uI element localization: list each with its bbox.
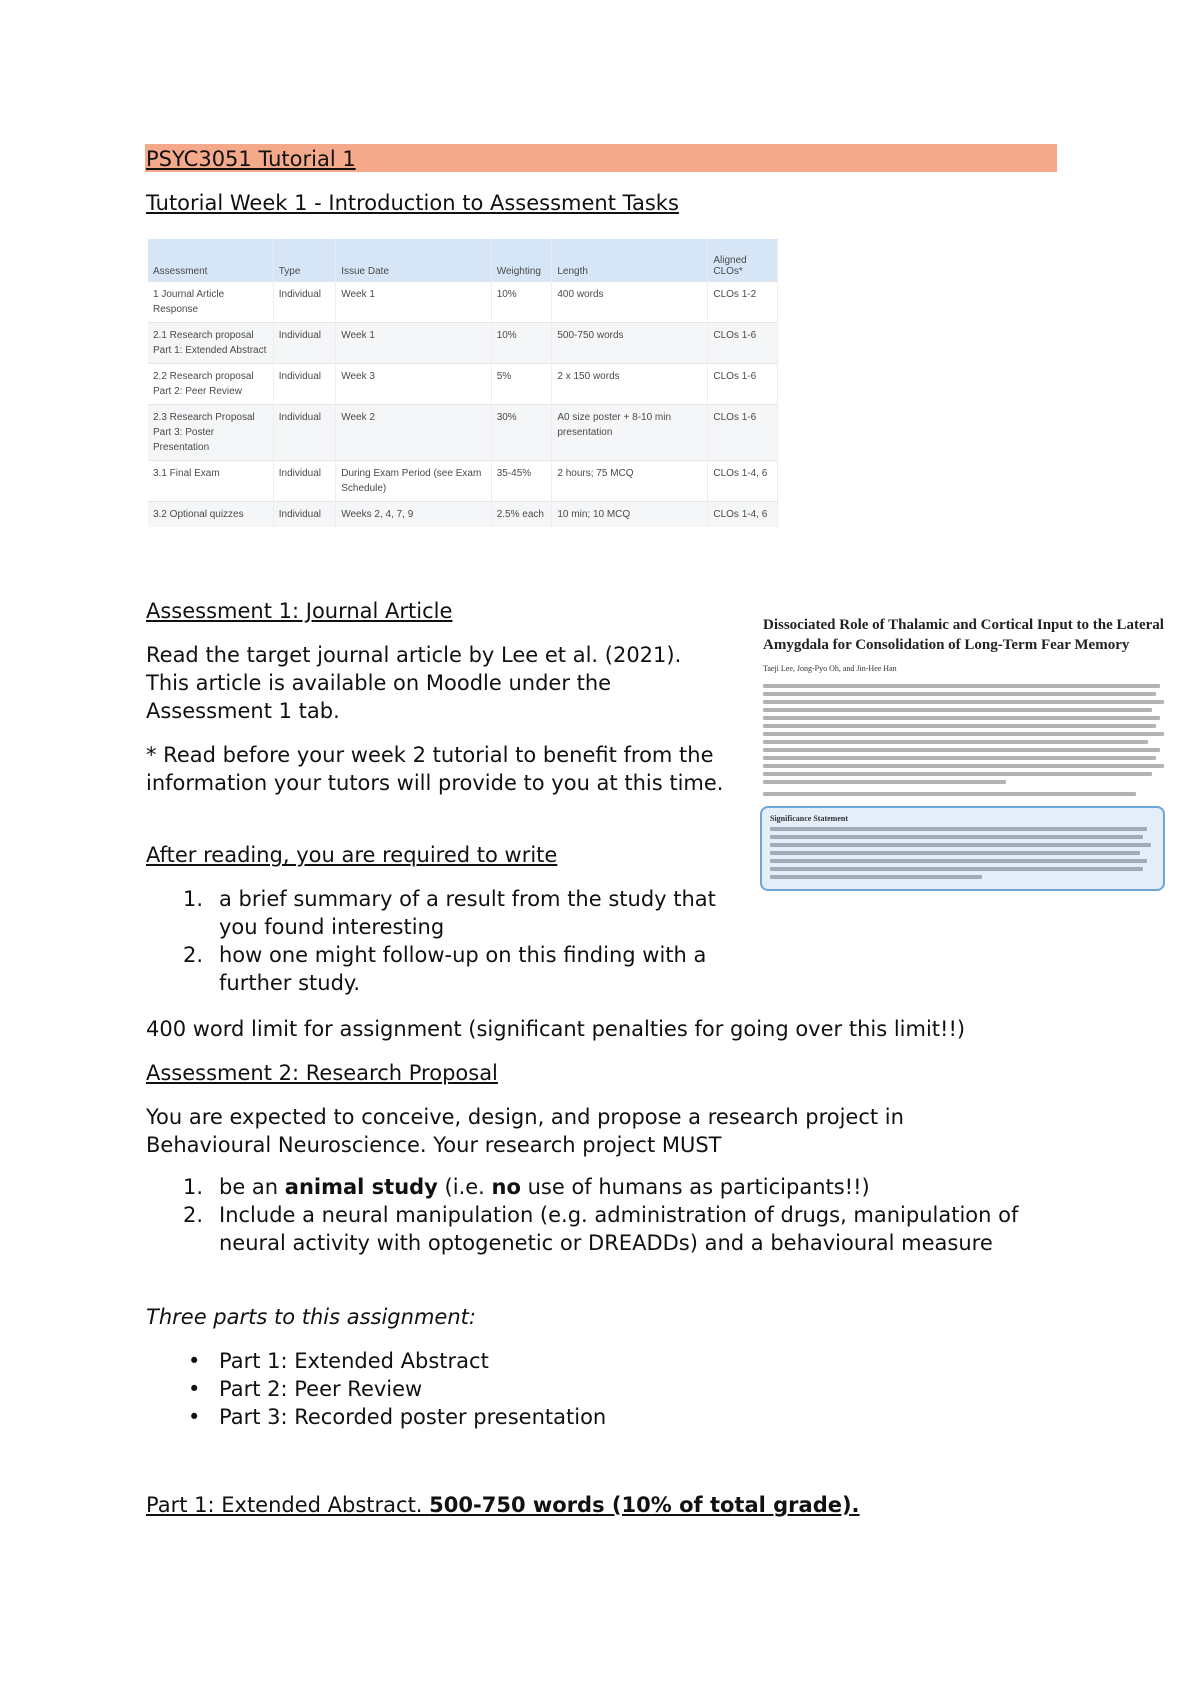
table-cell: 2.5% each	[491, 502, 552, 528]
table-cell: 3.1 Final Exam	[148, 461, 273, 502]
list-item-text: a brief summary of a result from the study that you found interesting	[219, 887, 716, 939]
list-item	[146, 1201, 1066, 1257]
bullet-marker: •	[188, 1405, 201, 1429]
table-cell: Individual	[273, 323, 335, 364]
table-cell: CLOs 1-6	[708, 364, 778, 405]
parts-list	[146, 1347, 846, 1431]
table-header: Aligned CLOs*	[708, 239, 778, 282]
list-marker: 2.	[183, 943, 204, 967]
significance-statement-box	[760, 806, 1165, 891]
table-row	[148, 323, 778, 364]
table-cell: 500-750 words	[552, 323, 708, 364]
table-header: Length	[552, 239, 708, 282]
list-item-text: how one might follow-up on this finding with a further study.	[219, 943, 707, 995]
list-item	[146, 1347, 846, 1375]
table-header: Type	[273, 239, 335, 282]
list-item	[146, 941, 726, 997]
table-cell: CLOs 1-6	[708, 323, 778, 364]
list-marker: 1.	[183, 887, 204, 911]
list-item-text: Part 3: Recorded poster presentation	[219, 1405, 607, 1429]
table-cell: Week 3	[336, 364, 491, 405]
table-cell: 2.1 Research proposal Part 1: Extended Abstract	[148, 323, 273, 364]
table-cell: 2 x 150 words	[552, 364, 708, 405]
table-cell: 30%	[491, 405, 552, 461]
part1-heading: Part 1: Extended Abstract. 500-750 words (10% of total grade).	[146, 1493, 860, 1517]
table-cell: Individual	[273, 282, 335, 323]
table-cell: Individual	[273, 461, 335, 502]
assessment1-after: After reading, you are required to write	[146, 843, 558, 867]
table-row	[148, 502, 778, 528]
table-header: Assessment	[148, 239, 273, 282]
list-item-text: Part 1: Extended Abstract	[219, 1349, 489, 1373]
table-cell: Week 2	[336, 405, 491, 461]
table-header-row	[148, 239, 778, 282]
bullet-marker: •	[188, 1349, 201, 1373]
table-cell: Individual	[273, 502, 335, 528]
paper-title: Dissociated Role of Thalamic and Cortical Input to the Lateral Amygdala for Consolidation of Long-Term Fear Memory	[763, 617, 1164, 653]
list-item-text: Part 2: Peer Review	[219, 1377, 423, 1401]
table-cell: Weeks 2, 4, 7, 9	[336, 502, 491, 528]
assessment1-para2: * Read before your week 2 tutorial to benefit from the information your tutors will provide to you at this time.	[146, 743, 724, 795]
table-cell: 2 hours; 75 MCQ	[552, 461, 708, 502]
assessment1-heading: Assessment 1: Journal Article	[146, 599, 453, 623]
table-cell: 5%	[491, 364, 552, 405]
table-row	[148, 282, 778, 323]
significance-heading: Significance Statement	[770, 814, 848, 823]
table-cell: Individual	[273, 405, 335, 461]
table-cell: CLOs 1-2	[708, 282, 778, 323]
list-item	[146, 1403, 846, 1431]
assessment1-limit: 400 word limit for assignment (significant penalties for going over this limit!!)	[146, 1017, 966, 1041]
table-cell: CLOs 1-4, 6	[708, 461, 778, 502]
list-marker: 2.	[183, 1203, 204, 1227]
table-cell: 2.3 Research Proposal Part 3: Poster Presentation	[148, 405, 273, 461]
page-subtitle: Tutorial Week 1 - Introduction to Assessment Tasks	[146, 191, 679, 215]
table-cell: CLOs 1-4, 6	[708, 502, 778, 528]
table-cell: CLOs 1-6	[708, 405, 778, 461]
table-row	[148, 461, 778, 502]
assessment2-list	[146, 1173, 1066, 1257]
table-cell: 400 words	[552, 282, 708, 323]
assessment-table	[148, 239, 778, 527]
list-item	[146, 1375, 846, 1403]
list-item	[146, 885, 726, 941]
table-cell: 1 Journal Article Response	[148, 282, 273, 323]
table-cell: 10 min; 10 MCQ	[552, 502, 708, 528]
journal-article-image	[760, 615, 1165, 975]
table-cell: Week 1	[336, 282, 491, 323]
list-item-text: be an animal study (i.e. no use of humans as participants!!)	[219, 1175, 870, 1199]
table-cell: 10%	[491, 323, 552, 364]
page-title: PSYC3051 Tutorial 1	[146, 147, 356, 171]
list-item-text: Include a neural manipulation (e.g. administration of drugs, manipulation of neural activity with optogenetic or DREADDs) and a behavioural measure	[219, 1203, 1019, 1255]
table-cell: 35-45%	[491, 461, 552, 502]
table-cell: Individual	[273, 364, 335, 405]
assessment1-para1: Read the target journal article by Lee et al. (2021). This article is available on Moodle under the Assessment 1 tab.	[146, 643, 682, 723]
bullet-marker: •	[188, 1377, 201, 1401]
table-row	[148, 405, 778, 461]
parts-intro: Three parts to this assignment:	[146, 1305, 476, 1329]
table-header: Issue Date	[336, 239, 491, 282]
table-header: Weighting	[491, 239, 552, 282]
assessment2-intro: You are expected to conceive, design, and propose a research project in Behavioural Neuroscience. Your research project MUST	[146, 1105, 904, 1157]
table-cell: Week 1	[336, 323, 491, 364]
paper-abstract	[760, 684, 1165, 796]
table-cell: A0 size poster + 8-10 min presentation	[552, 405, 708, 461]
table-cell: During Exam Period (see Exam Schedule)	[336, 461, 491, 502]
table-cell: 10%	[491, 282, 552, 323]
list-item	[146, 1173, 1066, 1201]
list-marker: 1.	[183, 1175, 204, 1199]
paper-authors: Taeji Lee, Jong-Pyo Oh, and Jin-Hee Han	[763, 664, 897, 673]
assessment1-list	[146, 885, 726, 997]
table-cell: 2.2 Research proposal Part 2: Peer Review	[148, 364, 273, 405]
table-row	[148, 364, 778, 405]
assessment2-heading: Assessment 2: Research Proposal	[146, 1061, 498, 1085]
table-cell: 3.2 Optional quizzes	[148, 502, 273, 528]
